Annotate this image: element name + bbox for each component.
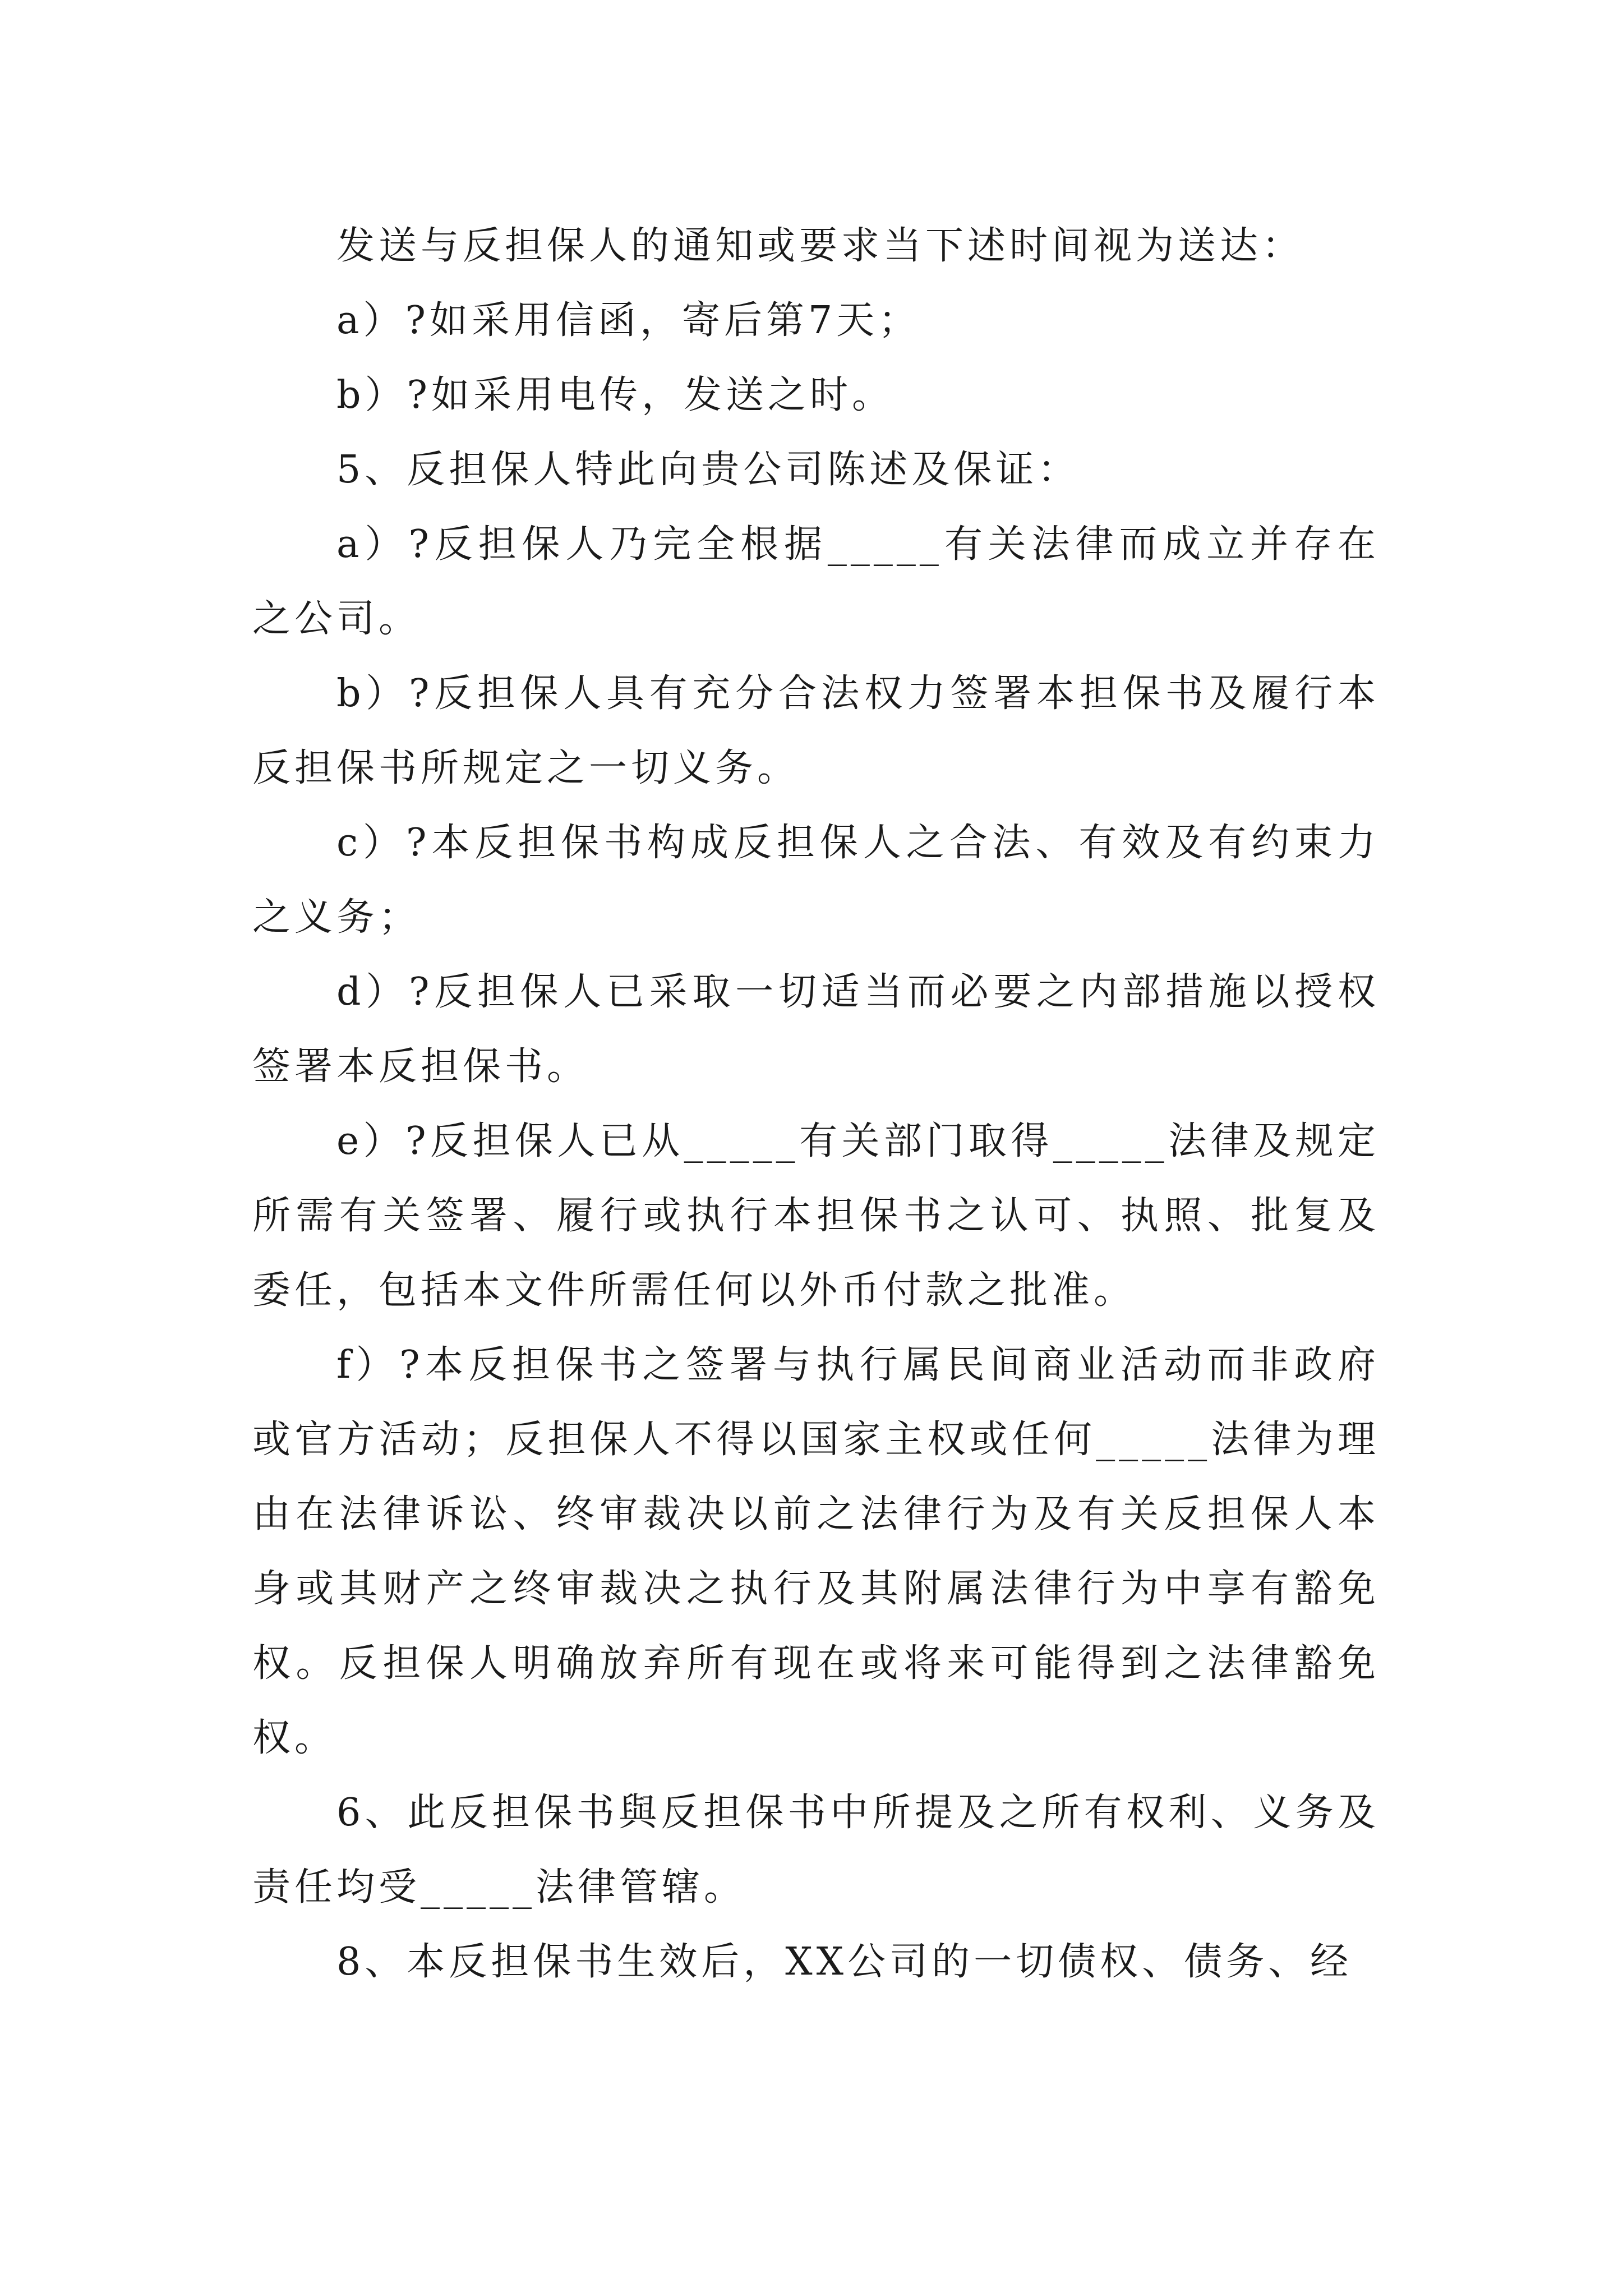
- paragraph-clause-8: 8、本反担保书生效后，XX公司的一切债权、债务、经: [336, 1940, 1353, 1984]
- paragraph-clause-5-d: d）?反担保人已采取一切适当而必要之内部措施以授权签署本反担保书。: [252, 970, 1380, 1089]
- paragraph-clause-5-b: b）?反担保人具有充分合法权力签署本担保书及履行本反担保书所规定之一切义务。: [252, 671, 1380, 790]
- paragraph-clause-5-a: a）?反担保人乃完全根据_____有关法律而成立并存在之公司。: [252, 522, 1380, 641]
- paragraph-item-b-telex: b）?如采用电传，发送之时。: [336, 373, 894, 417]
- paragraph-clause-5-c: c）?本反担保书构成反担保人之合法、有效及有约束力之义务；: [252, 821, 1380, 940]
- paragraph-item-a-letter: a）?如采用信函，寄后第7天；: [336, 298, 921, 343]
- paragraph-notice-delivery: 发送与反担保人的通知或要求当下述时间视为送达：: [336, 224, 1304, 268]
- paragraph-clause-5-heading: 5、反担保人特此向贵公司陈述及保证：: [336, 448, 1080, 492]
- paragraph-clause-6: 6、此反担保书與反担保书中所提及之所有权利、义务及责任均受_____法律管辖。: [252, 1791, 1380, 1910]
- paragraph-clause-5-e: e）?反担保人已从_____有关部门取得_____法律及规定所需有关签署、履行或执行本担保书之认可、执照、批复及委任，包括本文件所需任何以外币付款之批准。: [252, 1119, 1380, 1313]
- document-body: [252, 209, 1380, 1999]
- paragraph-clause-5-f: f）?本反担保书之签署与执行属民间商业活动而非政府或官方活动；反担保人不得以国家主权或任何_____法律为理由在法律诉讼、终审裁决以前之法律行为及有关反担保人本身或其财产之终审裁决之执行及其附属法律行为中享有豁免权。反担保人明确放弃所有现在或将来可能得到之法律豁免权。: [252, 1343, 1380, 1760]
